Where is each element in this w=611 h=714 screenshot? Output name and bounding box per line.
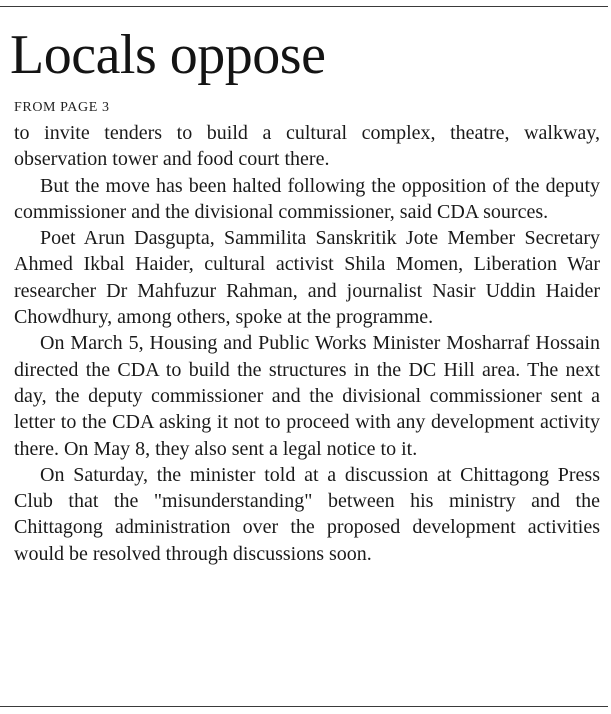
bottom-rule [0,706,608,707]
headline: Locals oppose [10,24,326,86]
paragraph: On Saturday, the minister told at a discussion at Chittagong Press Club that the "misunderstanding" between his ministry and the Chittagong administration over the proposed development activities would be resolved through discussions soon. [14,463,600,565]
paragraph: On March 5, Housing and Public Works Minister Mosharraf Hossain directed the CDA to build the structures in the DC Hill area. The next day, the deputy commissioner and the divisional commissioner sent a letter to the CDA asking it not to proceed with any development activity there. On May 8, they also sent a legal notice to it. [14,332,600,460]
article-body [14,120,600,567]
paragraph: Poet Arun Dasgupta, Sammilita Sanskritik Jote Member Secretary Ahmed Ikbal Haider, cultural activist Shila Momen, Liberation War researcher Dr Mahfuzur Rahman, and journalist Nasir Uddin Haider Chowdhury, among others, spoke at the programme. [14,227,600,329]
continuation-kicker: FROM PAGE 3 [14,100,110,115]
paragraph-continuation: to invite tenders to build a cultural complex, theatre, walkway, observation tower and food court there. [14,122,600,171]
top-rule [0,6,608,7]
paragraph: But the move has been halted following the opposition of the deputy commissioner and the divisional commissioner, said CDA sources. [14,174,600,223]
